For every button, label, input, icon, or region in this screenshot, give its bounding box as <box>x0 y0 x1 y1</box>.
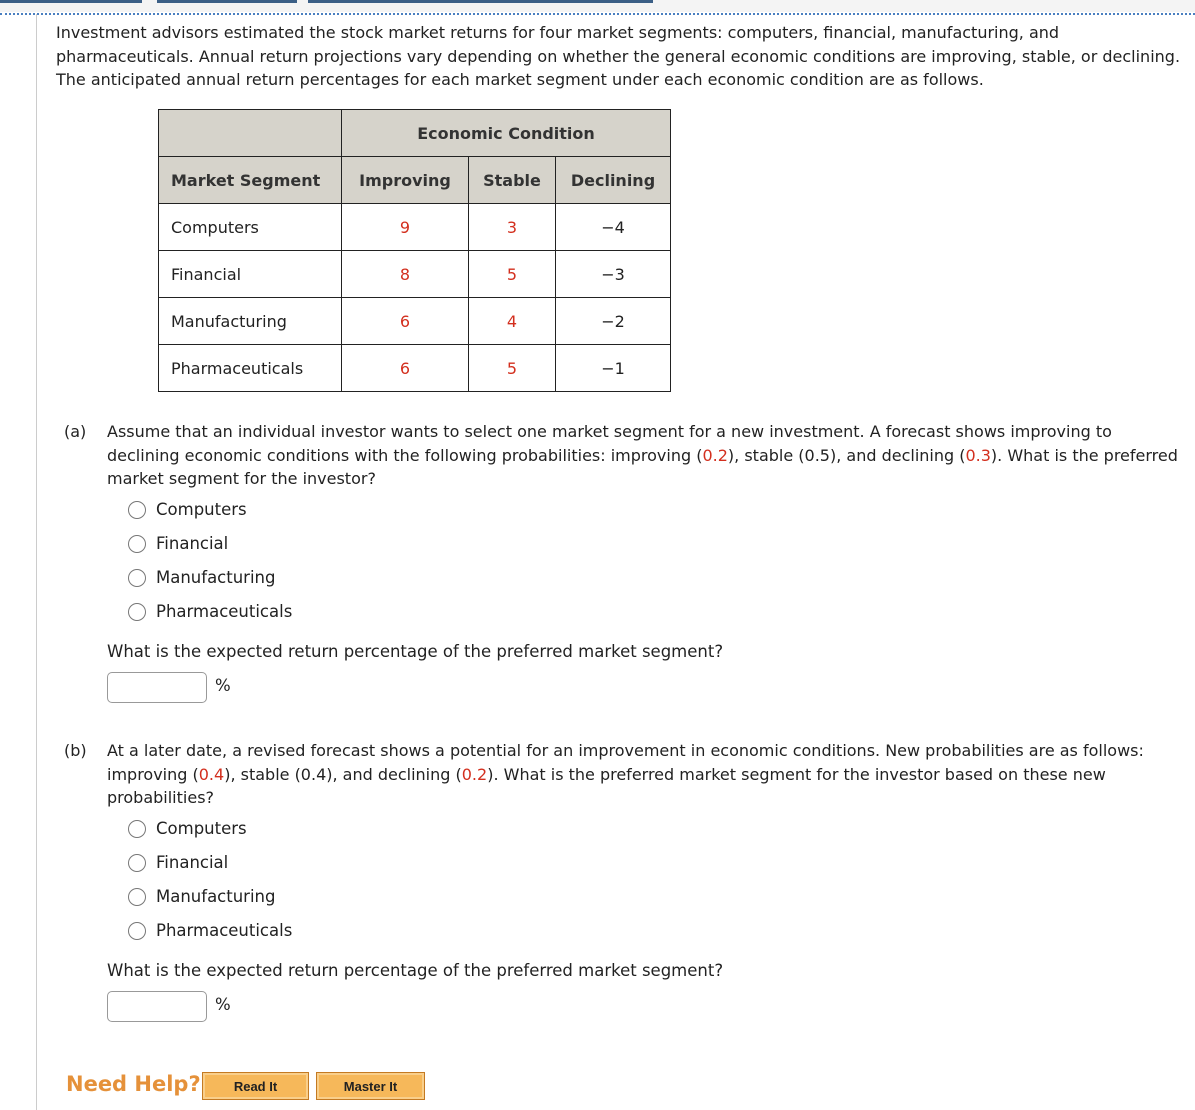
cell: 5 <box>469 345 556 392</box>
part-b-question <box>64 739 1189 810</box>
cell: 8 <box>342 251 469 298</box>
cell: 5 <box>469 251 556 298</box>
cell: −4 <box>556 204 671 251</box>
radio-a-manufacturing[interactable] <box>128 568 275 587</box>
col-header: Improving <box>342 157 469 204</box>
segment: Computers <box>159 204 342 251</box>
unit-label: % <box>215 676 231 695</box>
prob: 0.3 <box>965 445 991 465</box>
cell: 6 <box>342 298 469 345</box>
part-label: (b) <box>64 741 87 760</box>
option-label: Pharmaceuticals <box>156 921 293 940</box>
intro-text: Investment advisors estimated the stock market returns for four market segments: computers, financial, manufacturing, and pharmaceuticals. Annual return projections vary depending on whether the general economic conditions are improving, stable, or declining. The anticipated annual return percentages for each market segment under each economic condition are as follows. <box>56 23 1181 89</box>
blank-header <box>159 110 342 157</box>
radio-icon[interactable] <box>128 854 146 872</box>
radio-b-financial[interactable] <box>128 853 228 872</box>
cell: 4 <box>469 298 556 345</box>
radio-a-financial[interactable] <box>128 534 228 553</box>
prob: 0.4 <box>198 764 225 784</box>
radio-b-pharmaceuticals[interactable] <box>128 921 292 940</box>
col-header: Declining <box>556 157 671 204</box>
option-label: Computers <box>156 819 247 838</box>
option-label: Manufacturing <box>156 568 276 587</box>
group-header: Economic Condition <box>342 110 671 157</box>
prob: 0.2 <box>702 445 728 465</box>
cell: −3 <box>556 251 671 298</box>
radio-icon[interactable] <box>128 888 146 906</box>
table-row <box>159 204 671 251</box>
segment: Pharmaceuticals <box>159 345 342 392</box>
need-help-label: Need Help? <box>66 1072 201 1096</box>
expected-return-question: What is the expected return percentage of the preferred market segment? <box>107 642 724 661</box>
text: ). What is the preferred market segment for the investor based on these new probabilities? <box>107 764 1106 807</box>
radio-icon[interactable] <box>128 569 146 587</box>
divider <box>0 13 1195 15</box>
cell: 3 <box>469 204 556 251</box>
cell: −1 <box>556 345 671 392</box>
option-label: Manufacturing <box>156 887 276 906</box>
col-header: Stable <box>469 157 556 204</box>
cell: −2 <box>556 298 671 345</box>
radio-icon[interactable] <box>128 501 146 519</box>
segment: Manufacturing <box>159 298 342 345</box>
expected-return-question: What is the expected return percentage of the preferred market segment? <box>107 961 724 980</box>
text: ), stable (0.5), and declining ( <box>727 445 966 465</box>
radio-icon[interactable] <box>128 535 146 553</box>
radio-icon[interactable] <box>128 603 146 621</box>
expected-return-input-a[interactable] <box>107 672 207 703</box>
left-border <box>36 14 37 1110</box>
option-label: Computers <box>156 500 247 519</box>
unit-label: % <box>215 995 231 1014</box>
radio-a-computers[interactable] <box>128 500 247 519</box>
col-header: Market Segment <box>159 157 342 204</box>
table-row <box>159 345 671 392</box>
text: Assume that an individual investor wants to select one market segment for a new investment. A forecast shows improving to declining economic conditions with the following probabilities: improving ( <box>107 422 1112 465</box>
table-row <box>159 251 671 298</box>
radio-icon[interactable] <box>128 922 146 940</box>
option-label: Pharmaceuticals <box>156 602 293 621</box>
part-label: (a) <box>64 422 87 441</box>
option-label: Financial <box>156 534 229 553</box>
returns-table <box>158 109 671 392</box>
radio-b-computers[interactable] <box>128 819 247 838</box>
prob: 0.2 <box>461 764 488 784</box>
master-it-button[interactable]: Master It <box>316 1072 425 1100</box>
radio-icon[interactable] <box>128 820 146 838</box>
read-it-button[interactable]: Read It <box>202 1072 309 1100</box>
table-row <box>159 298 671 345</box>
option-label: Financial <box>156 853 229 872</box>
part-a-question <box>64 420 1189 491</box>
radio-a-pharmaceuticals[interactable] <box>128 602 292 621</box>
expected-return-input-b[interactable] <box>107 991 207 1022</box>
radio-b-manufacturing[interactable] <box>128 887 275 906</box>
segment: Financial <box>159 251 342 298</box>
top-tabs <box>0 0 1195 12</box>
cell: 6 <box>342 345 469 392</box>
text: ), stable (0.4), and declining ( <box>224 764 462 784</box>
text: At a later date, a revised forecast shows a potential for an improvement in economic conditions. New probabilities are as follows: improving ( <box>107 741 1144 784</box>
text: ). What is the preferred market segment for the investor? <box>107 445 1178 488</box>
cell: 9 <box>342 204 469 251</box>
